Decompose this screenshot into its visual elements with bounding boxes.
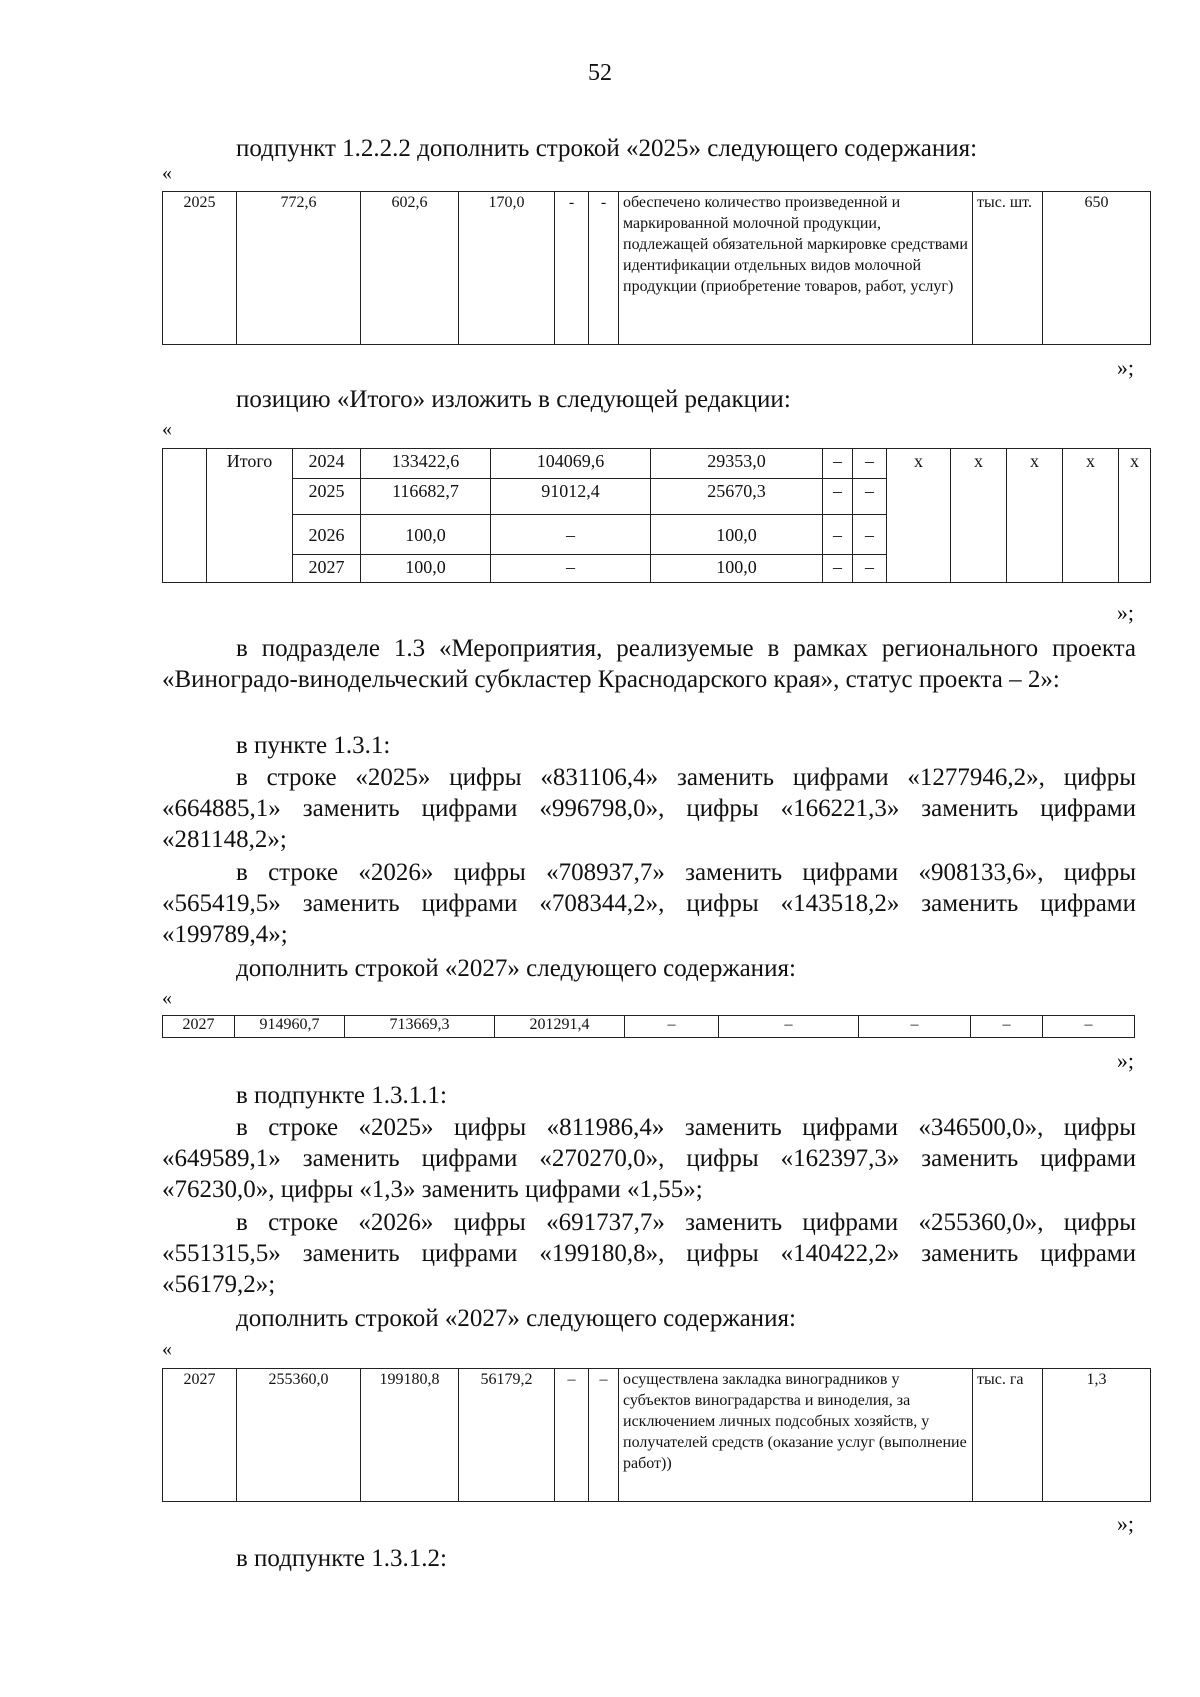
- cell-local: 100,0: [651, 555, 823, 583]
- cell-x: x: [887, 449, 951, 583]
- cell-regional: 91012,4: [491, 479, 651, 515]
- cell-dash: –: [971, 1016, 1043, 1038]
- cell-total: 914960,7: [235, 1016, 345, 1038]
- cell-year: 2026: [293, 515, 361, 555]
- table-itogo: [162, 448, 1151, 583]
- cell-blank: [163, 449, 207, 583]
- table-2027-row-b: [162, 1368, 1151, 1502]
- cell-description: обеспечено количество произведенной и маркированной молочной продукции, подлежащей обязательной маркировке средствами идентификации отдельных видов молочной продукции (приобретение товаров, работ, услуг): [619, 192, 973, 345]
- paragraph-subsection-1-3: в подразделе 1.3 «Мероприятия, реализуемые в рамках регионального проекта «Виноградо-винодельческий субкластер Краснодарского края», статус проекта – 2»:: [162, 635, 1136, 693]
- cell-c5: –: [823, 555, 853, 583]
- cell-x: x: [1063, 449, 1119, 583]
- cell-x: x: [951, 449, 1007, 583]
- cell-local: 25670,3: [651, 479, 823, 515]
- intro-subitem-1222: подпункт 1.2.2.2 дополнить строкой «2025» следующего содержания:: [236, 135, 978, 162]
- cell-c6: –: [853, 555, 887, 583]
- cell-col5: –: [555, 1369, 589, 1502]
- paragraph-item-1-3-1: в пункте 1.3.1:: [236, 732, 391, 759]
- paragraph-add-2027-b: дополнить строкой «2027» следующего содержания:: [236, 1305, 796, 1332]
- close-quote: »;: [1116, 1048, 1134, 1073]
- open-quote: «: [162, 418, 172, 440]
- close-quote: »;: [1116, 355, 1134, 380]
- cell-regional: 104069,6: [491, 449, 651, 479]
- cell-total: 133422,6: [361, 449, 491, 479]
- cell-local: 100,0: [651, 515, 823, 555]
- cell-local: 56179,2: [459, 1369, 555, 1502]
- open-quote: «: [162, 1338, 172, 1360]
- cell-col5: -: [555, 192, 589, 345]
- paragraph-row-2026-a: в строке «2026» цифры «708937,7» заменить цифрами «908133,6», цифры «565419,5» заменить цифрами «708344,2», цифры «143518,2» заменить цифрами «199789,4»;: [162, 859, 1136, 948]
- paragraph-subitem-1-3-1-2: в подпункте 1.3.1.2:: [236, 1545, 447, 1572]
- cell-year: 2025: [293, 479, 361, 515]
- paragraph-subitem-1-3-1-1: в подпункте 1.3.1.1:: [236, 1082, 447, 1109]
- close-quote: »;: [1116, 1511, 1134, 1536]
- paragraph-row-2025-b: в строке «2025» цифры «811986,4» заменить цифрами «346500,0», цифры «649589,1» заменить цифрами «270270,0», цифры «162397,3» заменить цифрами «76230,0», цифры «1,3» заменить цифрами «1,55»;: [162, 1114, 1136, 1203]
- close-quote: »;: [1116, 600, 1134, 625]
- page-number: 52: [588, 60, 612, 86]
- cell-c6: –: [853, 515, 887, 555]
- cell-dash: –: [859, 1016, 971, 1038]
- cell-regional: –: [491, 555, 651, 583]
- cell-regional: –: [491, 515, 651, 555]
- cell-total: 100,0: [361, 555, 491, 583]
- cell-x: x: [1119, 449, 1151, 583]
- cell-dash: –: [1043, 1016, 1135, 1038]
- cell-dash: –: [625, 1016, 719, 1038]
- cell-dash: –: [719, 1016, 859, 1038]
- cell-description: осуществлена закладка виноградников у субъектов виноградарства и виноделия, за исключением личных подсобных хозяйств, у получателей средств (оказание услуг (выполнение работ)): [619, 1369, 973, 1502]
- cell-total: 772,6: [237, 192, 361, 345]
- cell-x: x: [1007, 449, 1063, 583]
- cell-local: 201291,4: [495, 1016, 625, 1038]
- cell-year: 2027: [163, 1016, 235, 1038]
- cell-year: 2025: [163, 192, 237, 345]
- cell-value: 1,3: [1043, 1369, 1151, 1502]
- cell-c5: –: [823, 449, 853, 479]
- cell-col6: –: [589, 1369, 619, 1502]
- paragraph-row-2025-a: в строке «2025» цифры «831106,4» заменить цифрами «1277946,2», цифры «664885,1» заменить цифрами «996798,0», цифры «166221,3» заменить цифрами «281148,2»;: [162, 764, 1136, 853]
- open-quote: «: [162, 162, 172, 184]
- cell-itogo-label: Итого: [207, 449, 293, 583]
- cell-total: 100,0: [361, 515, 491, 555]
- cell-col6: -: [589, 192, 619, 345]
- paragraph-add-2027-a: дополнить строкой «2027» следующего содержания:: [236, 955, 796, 982]
- cell-c5: –: [823, 515, 853, 555]
- cell-total: 116682,7: [361, 479, 491, 515]
- cell-local: 170,0: [459, 192, 555, 345]
- cell-unit: тыс. га: [973, 1369, 1043, 1502]
- cell-year: 2024: [293, 449, 361, 479]
- intro-itogo: позицию «Итого» изложить в следующей редакции:: [236, 386, 791, 413]
- cell-regional: 713669,3: [345, 1016, 495, 1038]
- cell-regional: 602,6: [361, 192, 459, 345]
- cell-value: 650: [1043, 192, 1151, 345]
- cell-year: 2027: [293, 555, 361, 583]
- cell-unit: тыс. шт.: [973, 192, 1043, 345]
- cell-c6: –: [853, 479, 887, 515]
- cell-c6: –: [853, 449, 887, 479]
- table-2027-row-a: [162, 1015, 1135, 1038]
- open-quote: «: [162, 987, 172, 1009]
- table-2025-row: [162, 191, 1151, 345]
- cell-year: 2027: [163, 1369, 237, 1502]
- cell-local: 29353,0: [651, 449, 823, 479]
- cell-regional: 199180,8: [361, 1369, 459, 1502]
- cell-c5: –: [823, 479, 853, 515]
- cell-total: 255360,0: [237, 1369, 361, 1502]
- paragraph-row-2026-b: в строке «2026» цифры «691737,7» заменить цифрами «255360,0», цифры «551315,5» заменить цифрами «199180,8», цифры «140422,2» заменить цифрами «56179,2»;: [162, 1209, 1136, 1298]
